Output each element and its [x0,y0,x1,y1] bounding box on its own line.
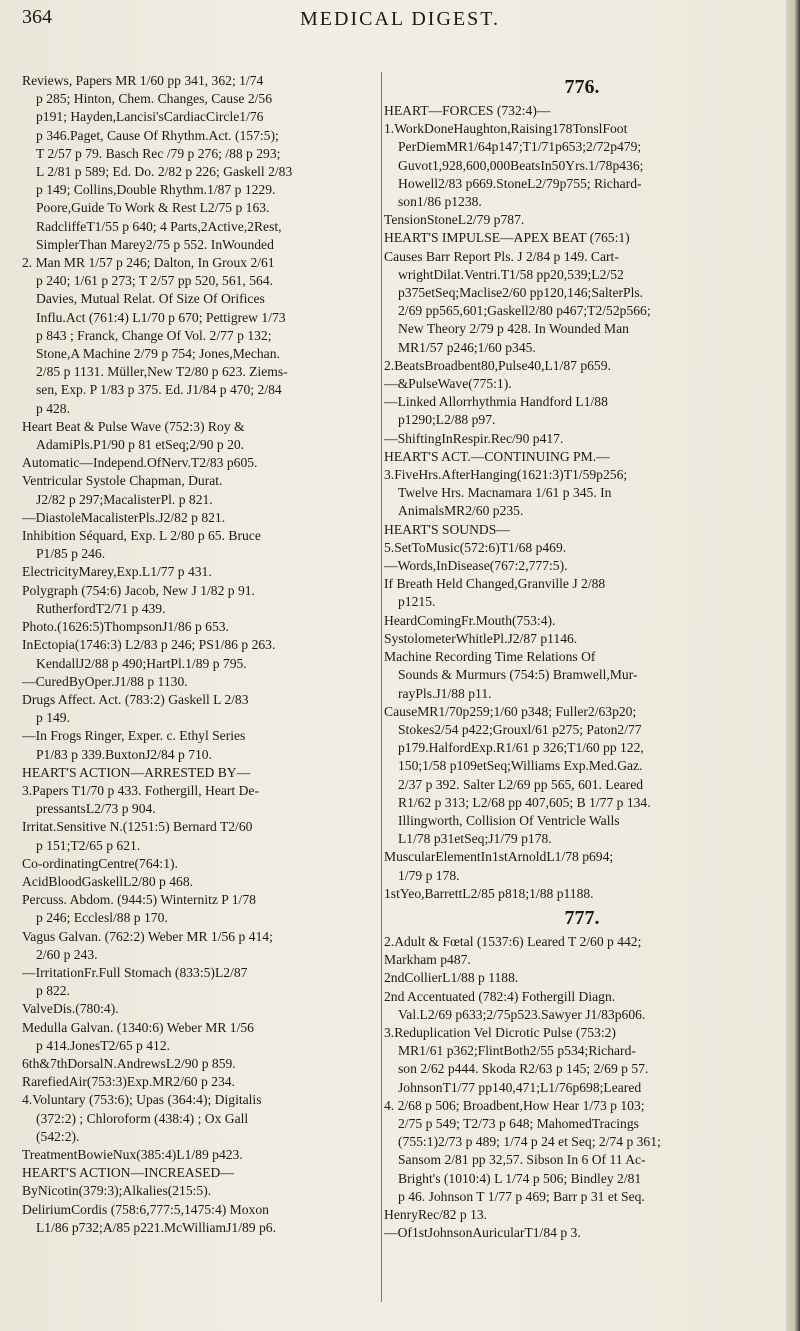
index-entry-line: 6th&7thDorsalN.AndrewsL2/90 p 859. [22,1055,236,1071]
index-entry-line: 2nd Accentuated (782:4) Fothergill Diagn. [384,988,616,1004]
index-entry-line: Drugs Affect. Act. (783:2) Gaskell L 2/83 [22,691,249,707]
index-entry-line: p 843 ; Franck, Change Of Vol. 2/77 p 132; [36,327,272,343]
index-entry-line: Reviews, Papers MR 1/60 pp 341, 362; 1/74 [22,73,264,88]
section-number: 776. [564,76,600,98]
index-entry-line: Stone,A Machine 2/79 p 754; Jones,Mechan. [36,346,280,362]
index-entry-line: P1/83 p 339.BuxtonJ2/84 p 710. [36,746,212,762]
index-entry-line: TreatmentBowieNux(385:4)L1/89 p423. [22,1146,243,1162]
index-entry-line: AnimalsMR2/60 p235. [398,503,524,519]
index-entry-line: Stokes2/54 p422;Grouxl/61 p275; Paton2/77 [398,721,642,737]
index-entry-line: —DiastoleMacalisterPls.J2/82 p 821. [22,509,226,525]
index-entry-line: 1.WorkDoneHaughton,Raising178TonslFoot [384,121,628,137]
index-entry-line: R1/62 p 313; L2/68 pp 407,605; B 1/77 p 134. [398,794,651,810]
index-entry-line: ElectricityMarey,Exp.L1/77 p 431. [22,564,212,580]
index-entry-line: 2ndCollierL1/88 p 1188. [384,970,519,986]
index-entry-line: KendallJ2/88 p 490;HartPl.1/89 p 795. [36,655,247,671]
index-entry-line: 2.Adult & Fœtal (1537:6) Leared T 2/60 p 442; [384,933,642,949]
index-entry-line: Guvot1,928,600,000BeatsIn50Yrs.1/78p436; [398,157,644,173]
index-entry-line: Influ.Act (761:4) L1/70 p 670; Pettigrew 1/73 [36,309,286,325]
index-entry-line: ByNicotin(379:3);Alkalies(215:5). [22,1183,212,1199]
right-column [384,72,780,1242]
index-entry-line: Bright's (1010:4) L 1/74 p 506; Bindley 2/81 [398,1170,642,1186]
index-entry-line: RutherfordT2/71 p 439. [36,600,166,616]
index-entry-line: pressantsL2/73 p 904. [36,801,156,817]
index-entry-line: p 428. [36,400,70,416]
index-entry-line: Sansom 2/81 pp 32,57. Sibson In 6 Of 11 Ac- [398,1152,646,1168]
index-entry-line: P1/85 p 246. [36,546,106,562]
section-number: 777. [564,906,600,929]
running-title: MEDICAL DIGEST. [300,8,500,30]
left-column [22,72,378,1237]
index-entry-line: HEART'S ACTION—ARRESTED BY— [22,764,251,780]
index-entry-line: MR1/61 p362;FlintBoth2/55 p534;Richard- [398,1043,636,1059]
index-entry-line: rayPls.J1/88 p11. [398,685,492,701]
index-entry-line: L1/86 p732;A/85 p221.McWilliamJ1/89 p6. [36,1219,276,1235]
index-entry-line: (755:1)2/73 p 489; 1/74 p 24 et Seq; 2/74 p 361; [398,1134,661,1150]
index-entry-line: Inhibition Séquard, Exp. L 2/80 p 65. Bruce [22,528,261,544]
index-entry-line: Vagus Galvan. (762:2) Weber MR 1/56 p 414; [22,928,273,944]
index-entry-line: p 149; Collins,Double Rhythm.1/87 p 1229. [36,182,276,198]
index-entry-line: 2/85 p 1131. Müller,New T2/80 p 623. Ziems- [36,364,288,380]
index-entry-line: Percuss. Abdom. (944:5) Winternitz P 1/78 [22,892,256,908]
index-entry-line: J2/82 p 297;MacalisterPl. p 821. [36,491,213,507]
index-entry-line: InEctopia(1746:3) L2/83 p 246; PS1/86 p 263. [22,637,276,653]
index-entry-line: Davies, Mutual Relat. Of Size Of Orifices [36,291,265,307]
index-entry-line: —Linked Allorrhythmia Handford L1/88 [384,394,608,410]
index-entry-line: HEART'S ACT.—CONTINUING PM.— [384,448,610,464]
index-entry-line: 1stYeo,BarrettL2/85 p818;1/88 p1188. [384,885,594,901]
index-entry-line: sen, Exp. P 1/83 p 375. Ed. J1/84 p 470; 2/84 [36,382,282,398]
index-entry-line: Medulla Galvan. (1340:6) Weber MR 1/56 [22,1019,254,1035]
index-entry-line: p1290;L2/88 p97. [398,412,496,428]
index-entry-line: Irritat.Sensitive N.(1251:5) Bernard T2/60 [22,819,253,835]
index-entry-line: HenryRec/82 p 13. [384,1206,488,1222]
index-entry-line: Polygraph (754:6) Jacob, New J 1/82 p 91. [22,582,255,598]
index-entry-line: HEART'S IMPULSE—APEX BEAT (765:1) [384,230,630,246]
index-entry-line: —Of1stJohnsonAuricularT1/84 p 3. [384,1225,581,1241]
index-entry-line: —Words,InDisease(767:2,777:5). [384,558,568,574]
index-entry-line: 150;1/58 p109etSeq;Williams Exp.Med.Gaz. [398,758,643,774]
index-entry-line: Sounds & Murmurs (754:5) Bramwell,Mur- [398,667,638,683]
index-entry-line: PerDiemMR1/64p147;T1/71p653;2/72p479; [398,139,642,155]
index-entry-line: son1/86 p1238. [398,194,482,210]
index-entry-line: SimplerThan Marey2/75 p 552. InWounded [36,236,274,252]
index-entry-line: —CuredByOper.J1/88 p 1130. [22,673,188,689]
index-entry-line: p191; Hayden,Lancisi'sCardiacCircle1/76 [36,109,264,125]
index-entry-line: —In Frogs Ringer, Exper. c. Ethyl Series [22,728,246,744]
index-entry-line: 1/79 p 178. [398,867,460,883]
index-entry-line: 2. Man MR 1/57 p 246; Dalton, In Groux 2/61 [22,255,275,271]
index-entry-line: L1/78 p31etSeq;J1/79 p178. [398,831,552,847]
index-entry-line: 4.Voluntary (753:6); Upas (364:4); Digitalis [22,1092,262,1108]
index-entry-line: 3.Reduplication Vel Dicrotic Pulse (753:2) [384,1024,616,1040]
index-entry-line: T 2/57 p 79. Basch Rec /79 p 276; /88 p 293; [36,145,281,161]
index-entry-line: HEART—FORCES (732:4)— [384,103,551,118]
index-entry-line: p 46. Johnson T 1/77 p 469; Barr p 31 et Seq. [398,1188,645,1204]
index-entry-line: Val.L2/69 p633;2/75p523.Sawyer J1/83p606. [398,1006,646,1022]
index-entry-line: Photo.(1626:5)ThompsonJ1/86 p 653. [22,619,229,635]
index-entry-line: —&PulseWave(775:1). [384,376,512,392]
index-entry-line: JohnsonT1/77 pp140,471;L1/76p698;Leared [398,1079,642,1095]
index-entry-line: 2.BeatsBroadbent80,Pulse40,L1/87 p659. [384,357,611,373]
index-entry-line: HEART'S ACTION—INCREASED— [22,1165,234,1181]
column-divider [381,72,382,1302]
index-entry-line: p375etSeq;Maclise2/60 pp120,146;SalterPls. [398,285,644,301]
index-entry-line: Causes Barr Report Pls. J 2/84 p 149. Cart- [384,248,619,264]
index-entry-line: TensionStoneL2/79 p787. [384,212,525,228]
index-entry-line: MR1/57 p246;1/60 p345. [398,339,536,355]
index-entry-line: 2/75 p 549; T2/73 p 648; MahomedTracings [398,1115,639,1131]
index-entry-line: (372:2) ; Chloroform (438:4) ; Ox Gall [36,1110,249,1126]
index-entry-line: 2/69 pp565,601;Gaskell2/80 p467;T2/52p566; [398,303,651,319]
index-entry-line: Automatic—Independ.OfNerv.T2/83 p605. [22,455,258,471]
index-entry-line: CauseMR1/70p259;1/60 p348; Fuller2/63p20; [384,703,637,719]
index-entry-line: wrightDilat.Ventri.T1/58 pp20,539;L2/52 [398,266,624,282]
index-entry-line: If Breath Held Changed,Granville J 2/88 [384,576,606,592]
index-entry-line: p1215. [398,594,436,610]
index-entry-line: Illingworth, Collision Of Ventricle Walls [398,812,620,828]
index-entry-line: 2/60 p 243. [36,946,98,962]
index-entry-line: son 2/62 p444. Skoda R2/63 p 145; 2/69 p 57. [398,1061,649,1077]
index-entry-line: MuscularElementIn1stArnoldL1/78 p694; [384,849,614,865]
index-entry-line: RadcliffeT1/55 p 640; 4 Parts,2Active,2Rest, [36,218,282,234]
index-entry-line: —ShiftingInRespir.Rec/90 p417. [384,430,564,446]
index-entry-line: p 346.Paget, Cause Of Rhythm.Act. (157:5); [36,127,279,143]
index-entry-line: p 240; 1/61 p 273; T 2/57 pp 520, 561, 564. [36,273,274,289]
index-entry-line: 2/37 p 392. Salter L2/69 pp 565, 601. Leared [398,776,644,792]
index-entry-line: Machine Recording Time Relations Of [384,649,596,665]
index-entry-line: 3.FiveHrs.AfterHanging(1621:3)T1/59p256; [384,467,628,483]
index-entry-line: Twelve Hrs. Macnamara 1/61 p 345. In [398,485,612,501]
index-entry-line: p 414.JonesT2/65 p 412. [36,1037,171,1053]
index-entry-line: ValveDis.(780:4). [22,1001,119,1017]
index-entry-line: p 151;T2/65 p 621. [36,837,141,853]
index-entry-line: Co-ordinatingCentre(764:1). [22,855,178,871]
index-entry-line: 3.Papers T1/70 p 433. Fothergill, Heart De- [22,782,259,798]
index-entry-line: RarefiedAir(753:3)Exp.MR2/60 p 234. [22,1074,235,1090]
index-entry-line: SystolometerWhitlePl.J2/87 p1146. [384,630,578,646]
index-entry-line: p 285; Hinton, Chem. Changes, Cause 2/56 [36,91,272,107]
index-entry-line: p 149. [36,710,70,726]
index-entry-line: AdamiPls.P1/90 p 81 etSeq;2/90 p 20. [36,437,245,453]
index-entry-line: Howell2/83 p669.StoneL2/79p755; Richard- [398,175,642,191]
index-entry-line: AcidBloodGaskellL2/80 p 468. [22,873,194,889]
index-entry-line: Poore,Guide To Work & Rest L2/75 p 163. [36,200,270,216]
index-entry-line: HeardComingFr.Mouth(753:4). [384,612,556,628]
index-entry-line: p 822. [36,983,70,999]
index-entry-line: New Theory 2/79 p 428. In Wounded Man [398,321,629,337]
index-entry-line: 4. 2/68 p 506; Broadbent,How Hear 1/73 p 103; [384,1097,645,1113]
page-number: 364 [22,6,52,28]
index-entry-line: (542:2). [36,1128,80,1144]
page-edge-shadow [786,0,800,1331]
index-entry-line: —IrritationFr.Full Stomach (833:5)L2/87 [22,964,248,980]
index-entry-line: L 2/81 p 589; Ed. Do. 2/82 p 226; Gaskell 2/83 [36,164,293,180]
index-entry-line: Ventricular Systole Chapman, Durat. [22,473,223,489]
index-entry-line: DeliriumCordis (758:6,777:5,1475:4) Moxon [22,1201,269,1217]
index-entry-line: Markham p487. [384,952,471,968]
index-entry-line: p179.HalfordExp.R1/61 p 326;T1/60 pp 122, [398,740,644,756]
index-entry-line: Heart Beat & Pulse Wave (752:3) Roy & [22,418,245,434]
index-entry-line: 5.SetToMusic(572:6)T1/68 p469. [384,539,567,555]
index-entry-line: HEART'S SOUNDS— [384,521,510,537]
index-entry-line: p 246; Ecclesl/88 p 170. [36,910,168,926]
